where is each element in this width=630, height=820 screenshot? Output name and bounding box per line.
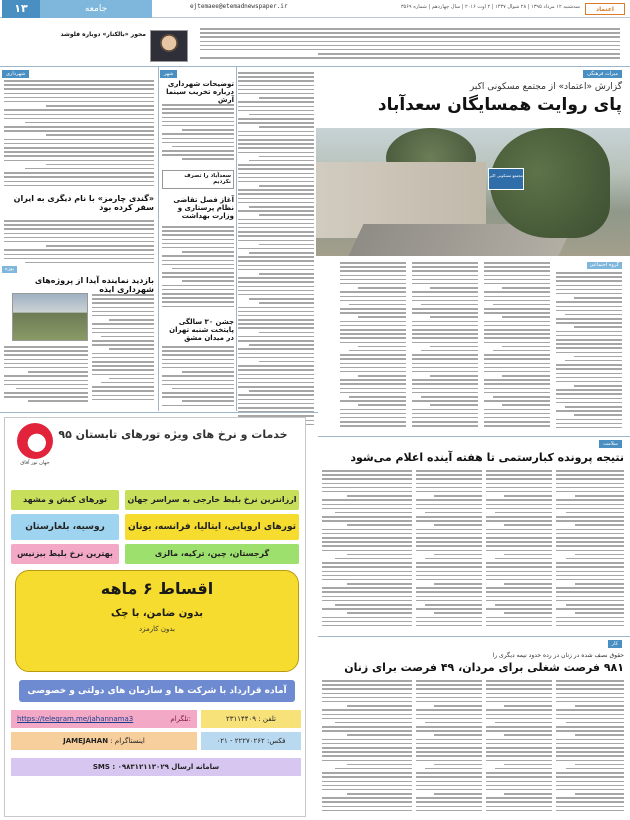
photo-sign: مجتمع مسکونی اکبر [488,168,524,190]
dateline: سه‌شنبه ۱۲ مرداد ۱۳۹۵ | ۲۸ شوال ۱۴۳۷ | ۲ اوت ۲۰۱۶ | سال چهاردهم | شماره ۳۵۶۹ [400,4,580,10]
no-guarantor-text: بدون ضامن، با چک [110,608,204,619]
lead-col-1 [556,272,622,432]
installments-box [15,570,299,672]
ad-title: خدمات و نرخ های ویژه تورهای تابستان ۹۵ [58,428,288,441]
newspaper-logo: اعتماد [585,3,625,15]
article2-tag: سلامت [599,440,622,448]
article3-kicker: حقوق نصف شده در زنان در رده حدود نیمه دیگری را [492,652,624,659]
mid-headline-1: توضیحات شهرداری درباره تخریب سینما آرش [166,80,234,105]
mid-box-title: سعدآباد را تصرف نکردیم [162,170,234,189]
installments-text: اقساط ۶ ماهه [100,579,214,598]
lead-kicker: گزارش «اعتماد» از مجتمع مسکونی اکبر [469,82,622,92]
lead-headline: پای روایت همسایگان سعدآباد [377,95,622,115]
left-tag: شهرداری [2,70,29,78]
ad-pill-business-ticket: بهترین نرخ بلیط بیزنیس [11,544,119,564]
mid-col-a [238,72,314,432]
ad-pill-cheapest-tickets: ارزانترین نرخ بلیط خارجی به سراسر جهان [125,490,299,510]
ad-pill-russia-bulgaria: روسیه، بلغارستان [11,514,119,540]
agency-logo-icon [17,423,53,459]
mid-tag: شهر [160,70,177,78]
no-fee-text: بدون کارمزد [139,625,175,633]
article2-headline: نتیجه پرونده کبارستمی تا هفته آینده اعلام می‌شود [350,451,624,464]
left-tag-2: پوزه [2,266,17,273]
telegram-url[interactable]: https://telegram.me/jahannama3 [17,715,134,723]
section-email[interactable]: ejtemaee@etemadnewspaper.ir [190,3,288,10]
left-photo [12,293,88,341]
telegram-label: تلگرام: [170,715,191,723]
telegram-box[interactable] [11,710,197,728]
lead-col-4 [340,262,406,432]
travel-advertisement[interactable] [4,417,306,817]
lead-photo [316,128,630,256]
contract-banner: آماده قرارداد با شرکت ها و سازمان های دولتی و خصوصی [19,680,295,702]
instagram-label: اینستاگرام : [110,737,145,745]
column-title: محور «بالکنار» دوباره فلوشد [60,31,146,38]
instagram-box [11,732,197,750]
agency-name: جهان تور آفاق [20,460,50,466]
article3-headline: ۹۸۱ فرصت شغلی برای مردان، ۴۹ فرصت برای زنان [344,661,624,674]
section-name: جامعه [40,0,152,18]
left-headline-2: بازدید نماینده آیدا از پروژه‌های شهرداری ایذه [34,276,154,295]
left-headline-1: «گندی چارمز» با نام دیگری به ایران سفر کرده بود [13,194,154,213]
phone-box: تلفن : ۲۳۱۱۴۴۰۹ [201,710,301,728]
page-number: ۱۳ [2,0,40,18]
mid-headline-2: آغاز فصل تقاضی نظام پرستاری و وزارت بهداشت [173,196,234,221]
sms-box: سامانه ارسال SMS : ۰۹۸۳۱۲۱۱۳۰۲۹ [11,758,301,776]
instagram-handle[interactable]: JAMEJAHAN [63,737,109,745]
article3-tag: کار [608,640,622,648]
ad-pill-europe-tours: تورهای اروپایی، ایتالیا، فرانسه، یونان [125,514,299,540]
ad-pill-kish-mashhad: تورهای کیش و مشهد [11,490,119,510]
mid-headline-3: جشن ۳۰ سالگی پایتخت شنبه تهران در میدان مشق [169,318,234,343]
lead-col-3 [412,262,478,432]
lead-tag: میراث فرهنگی [583,70,622,78]
intro-text [200,28,620,62]
fax-box: فکس: ۲۲۲۷۰۲۶۲ - ۰۲۱ [201,732,301,750]
lead-col-2 [484,262,550,432]
top-bar [0,0,630,18]
author-photo [150,30,188,62]
lead-subtag: گروه اجتماعی [587,262,622,269]
ad-pill-georgia-china: گرجستان، چین، ترکیه، مالزی [125,544,299,564]
